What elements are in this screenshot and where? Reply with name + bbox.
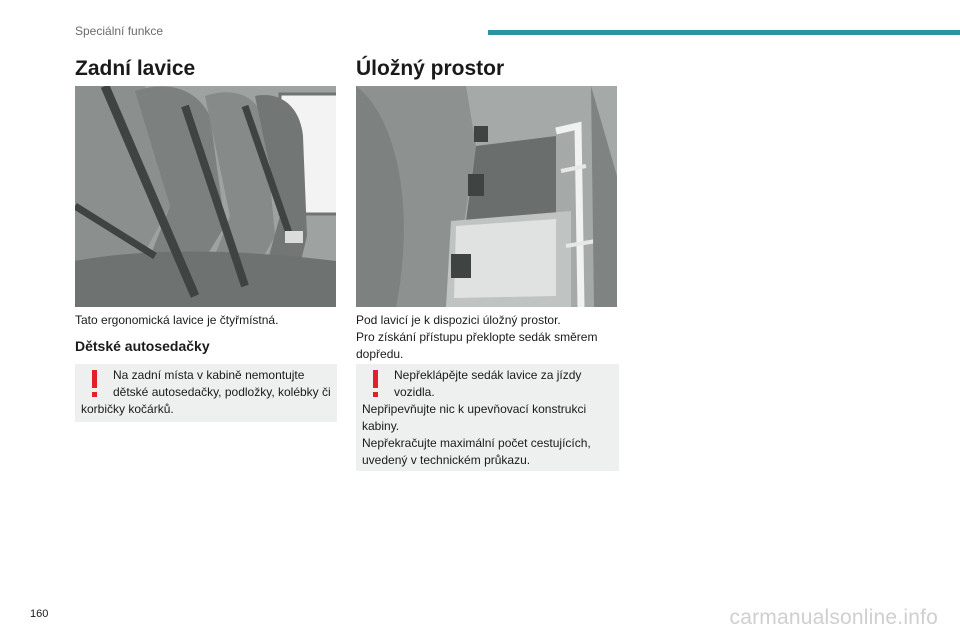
child-seats-heading: Dětské autosedačky	[75, 338, 210, 354]
storage-space-image	[356, 86, 617, 307]
storage-warning-line: Nepřeklápějte sedák lavice za jízdy vozidla.	[394, 368, 582, 399]
storage-description	[356, 312, 618, 363]
warning-icon	[85, 370, 105, 400]
storage-description-line: Pro získání přístupu překlopte sedák směrem dopředu.	[356, 330, 598, 361]
child-seat-warning-text: Na zadní místa v kabině nemontujte dětské autosedačky, podložky, kolébky či korbičky kočárků.	[81, 368, 331, 416]
storage-warning	[356, 364, 619, 471]
section-title-rear-bench: Zadní lavice	[75, 57, 196, 80]
storage-warning-line: Nepřekračujte maximální počet cestujících, uvedený v technickém průkazu.	[362, 436, 591, 467]
section-title-storage: Úložný prostor	[356, 57, 505, 80]
watermark: carmanualsonline.info	[729, 606, 938, 629]
rear-bench-description: Tato ergonomická lavice je čtyřmístná.	[75, 313, 279, 327]
running-head: Speciální funkce	[75, 24, 164, 38]
storage-description-line: Pod lavicí je k dispozici úložný prostor.	[356, 313, 561, 327]
storage-warning-line: Nepřipevňujte nic k upevňovací konstrukci kabiny.	[362, 402, 587, 433]
page-number: 160	[30, 608, 49, 620]
warning-icon	[366, 370, 386, 400]
child-seat-warning	[75, 364, 337, 422]
rear-bench-seat-image	[75, 86, 336, 307]
header-accent-bar	[488, 30, 960, 35]
